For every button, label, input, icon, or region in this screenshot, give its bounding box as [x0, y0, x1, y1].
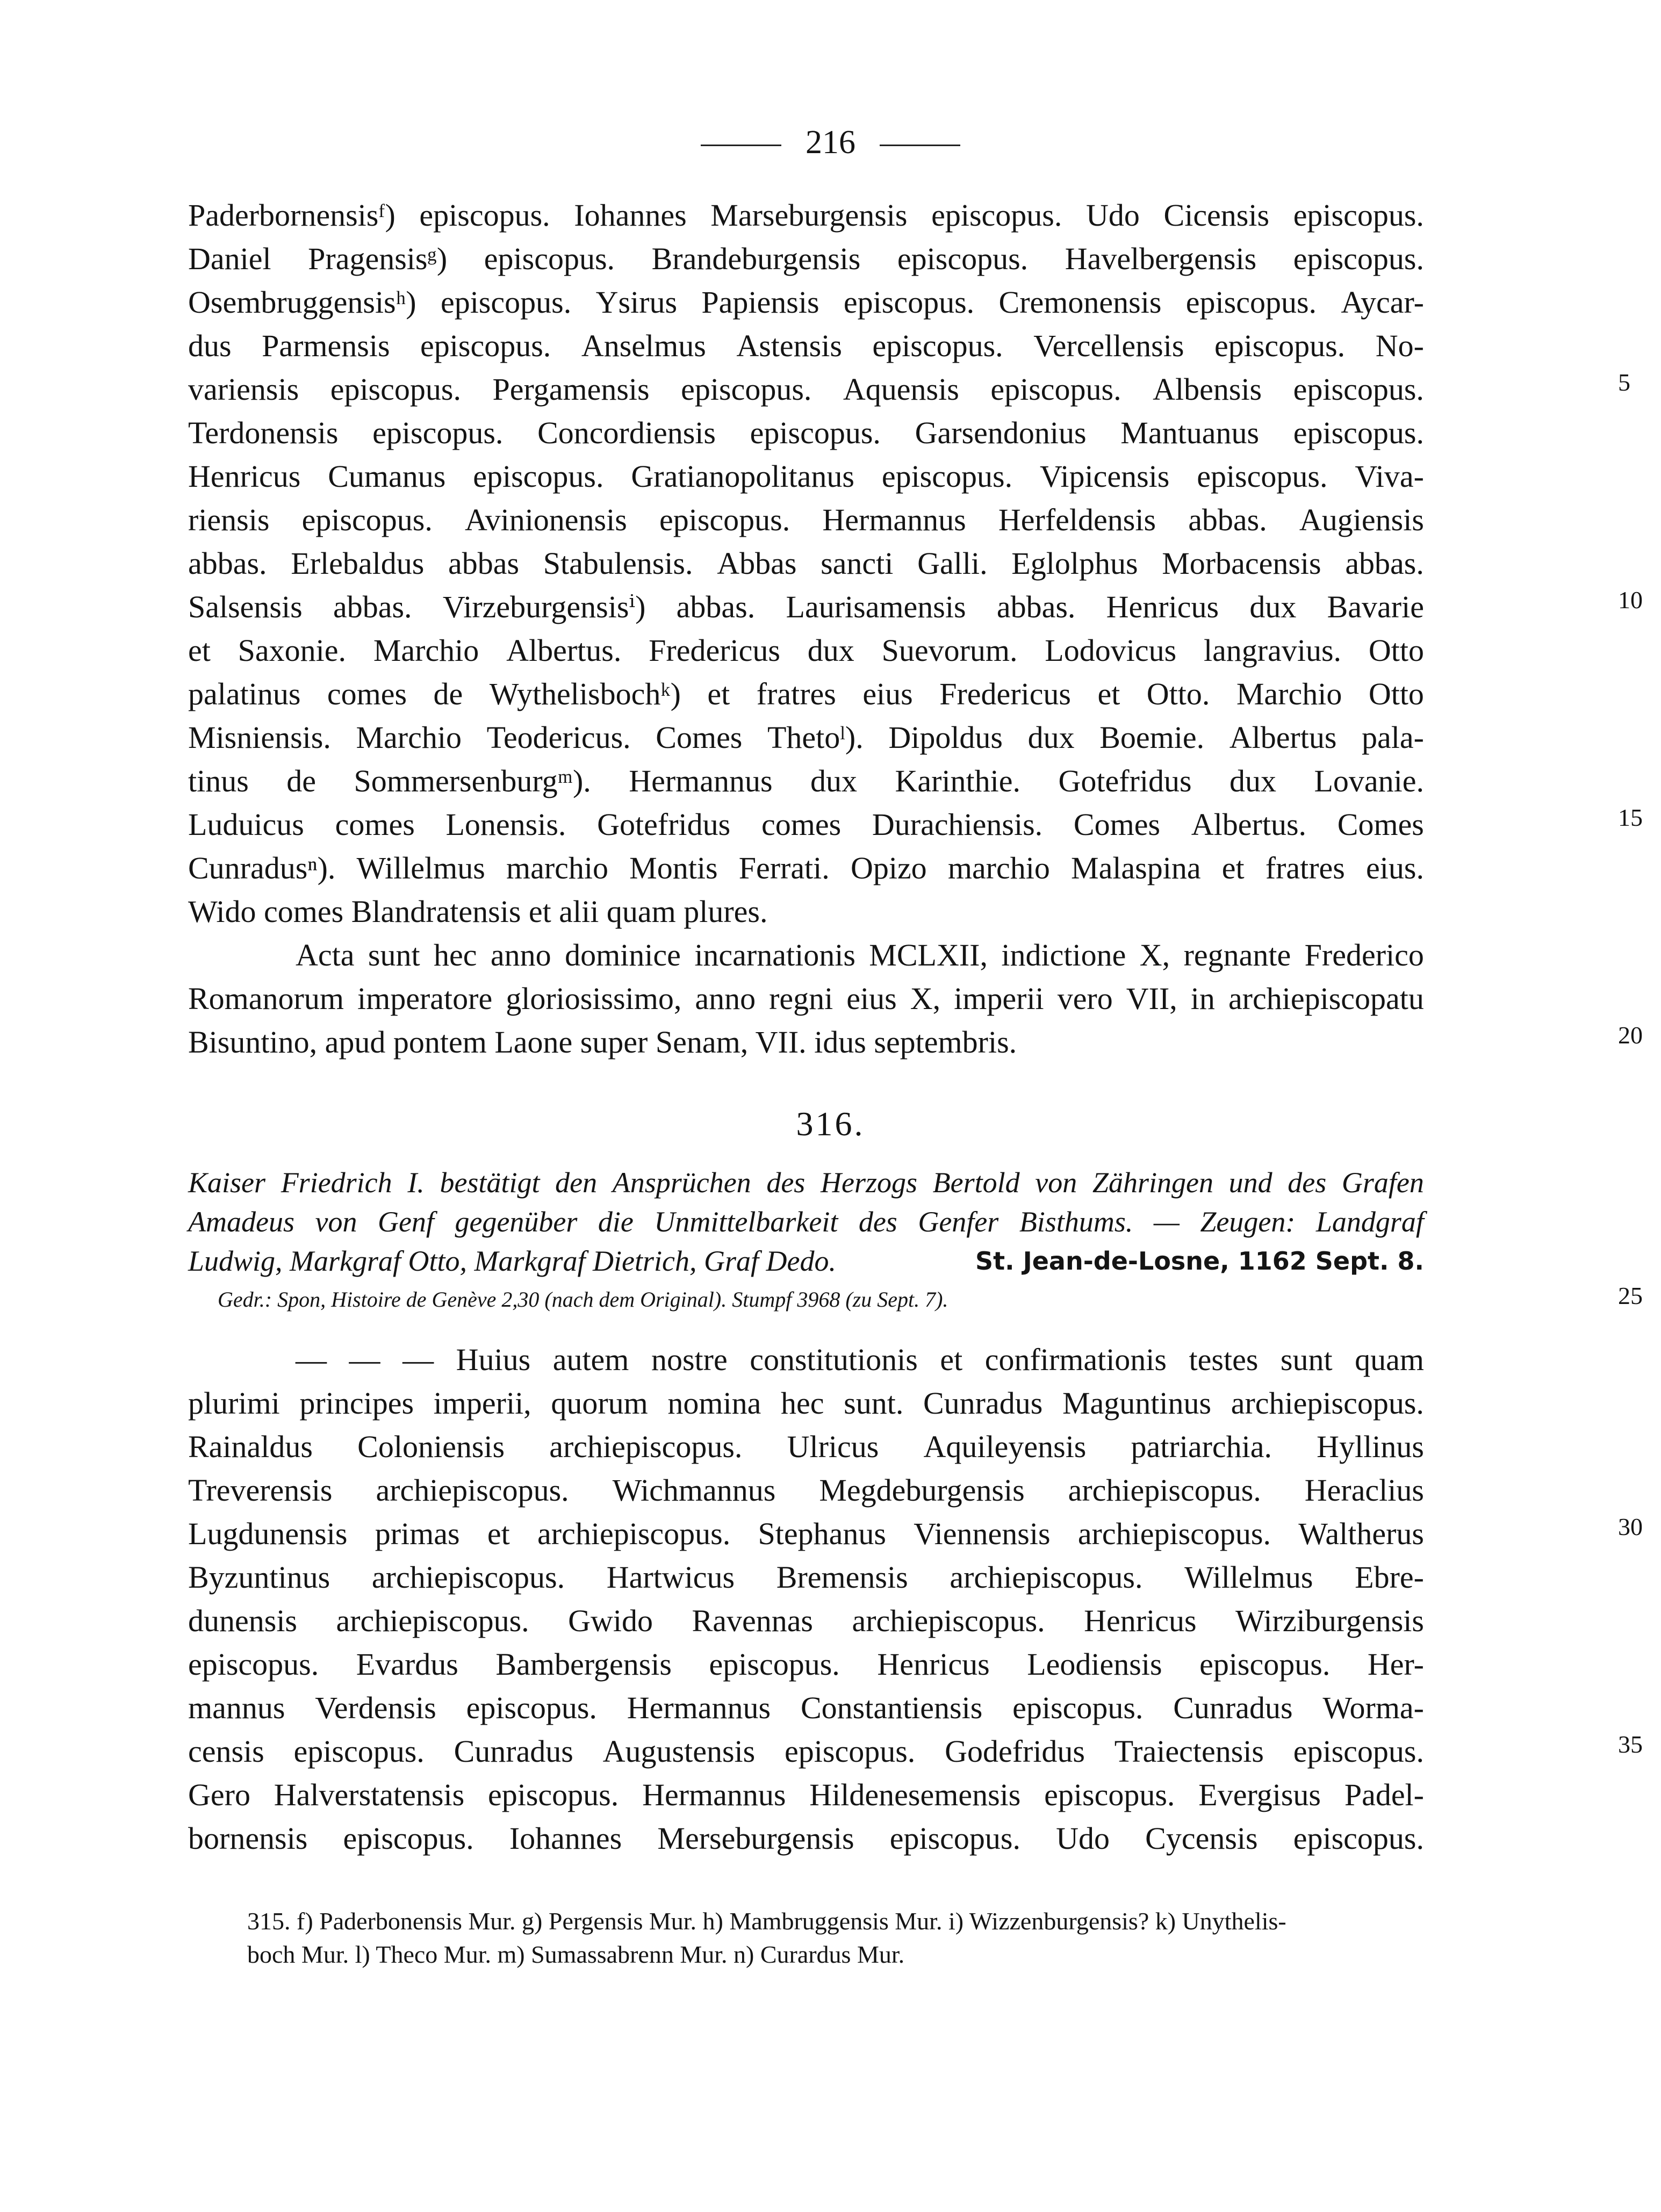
text-line: censis episcopus. Cunradus Augustensis episcopus. Godefridus Traiectensis episcopus. [188, 1734, 1424, 1769]
print-reference: Gedr.: Spon, Histoire de Genève 2,30 (nach dem Original). Stumpf 3968 (zu Sept. 7). [218, 1287, 948, 1312]
footnote-line: 315. f) Paderbonensis Mur. g) Pergensis Mur. h) Mambruggensis Mur. i) Wizzenburgensis? k) Unythelis- [247, 1907, 1286, 1935]
text-line: plurimi principes imperii, quorum nomina hec sunt. Cunradus Maguntinus archiepiscopus. [188, 1386, 1424, 1421]
place-date: St. Jean-de-Losne, 1162 Sept. 8. [975, 1246, 1424, 1276]
text-line: dus Parmensis episcopus. Anselmus Astensis episcopus. Vercellensis episcopus. No- [188, 328, 1424, 363]
text-line: Acta sunt hec anno dominice incarnationis MCLXII, indictione X, regnante Frederico [296, 938, 1424, 972]
text-line: Lugdunensis primas et archiepiscopus. Stephanus Viennensis archiepiscopus. Waltherus [188, 1516, 1424, 1551]
text-line: Treverensis archiepiscopus. Wichmannus Megdeburgensis archiepiscopus. Heraclius [188, 1473, 1424, 1508]
line-number: 10 [1618, 586, 1643, 614]
text-line: Terdonensis episcopus. Concordiensis episcopus. Garsendonius Mantuanus episcopus. [188, 415, 1424, 450]
line-number: 15 [1618, 804, 1643, 831]
footnotes [247, 1905, 1440, 1971]
header-rule-left [701, 145, 781, 146]
text-line: episcopus. Evardus Bambergensis episcopus. Henricus Leodiensis episcopus. Her- [188, 1647, 1424, 1682]
text-line: Wido comes Blandratensis et alii quam plures. [188, 894, 768, 929]
header-rule-right [880, 145, 960, 146]
page-header [0, 121, 1661, 164]
line-number: 35 [1618, 1731, 1643, 1758]
line-number: 30 [1618, 1513, 1643, 1540]
text-line: Misniensis. Marchio Teodericus. Comes Thetoˡ). Dipoldus dux Boemie. Albertus pala- [188, 720, 1424, 755]
line-number: 5 [1618, 369, 1630, 396]
text-line: et Saxonie. Marchio Albertus. Fredericus dux Suevorum. Lodovicus langravius. Otto [188, 633, 1424, 668]
doc315-body [188, 193, 1424, 1064]
text-line: Byzuntinus archiepiscopus. Hartwicus Bremensis archiepiscopus. Willelmus Ebre- [188, 1560, 1424, 1595]
text-line: — — — Huius autem nostre constitutionis et confirmationis testes sunt quam [296, 1342, 1424, 1377]
text-line: Osembruggensisʰ) episcopus. Ysirus Papiensis episcopus. Cremonensis episcopus. Aycar- [188, 285, 1424, 320]
regest-line: Kaiser Friedrich I. bestätigt den Ansprüchen des Herzogs Bertold von Zähringen und des Grafen [188, 1166, 1424, 1199]
line-number: 20 [1618, 1021, 1643, 1049]
regest-line-last [188, 1242, 1424, 1281]
text-line: Paderbornensisᶠ) episcopus. Iohannes Marseburgensis episcopus. Udo Cicensis episcopus. [188, 198, 1424, 233]
text-line: Gero Halverstatensis episcopus. Hermannus Hildenesemensis episcopus. Evergisus Padel- [188, 1777, 1424, 1812]
text-line: dunensis archiepiscopus. Gwido Ravennas archiepiscopus. Henricus Wirziburgensis [188, 1603, 1424, 1638]
regest [188, 1163, 1424, 1281]
text-line: Daniel Pragensisᵍ) episcopus. Brandeburgensis episcopus. Havelbergensis episcopus. [188, 241, 1424, 276]
line-number: 25 [1618, 1282, 1643, 1309]
text-line: tinus de Sommersenburgᵐ). Hermannus dux Karinthie. Gotefridus dux Lovanie. [188, 763, 1424, 798]
text-line: Rainaldus Coloniensis archiepiscopus. Ulricus Aquileyensis patriarchia. Hyllinus [188, 1429, 1424, 1464]
text-line: bornensis episcopus. Iohannes Merseburgensis episcopus. Udo Cycensis episcopus. [188, 1821, 1424, 1856]
text-line: Bisuntino, apud pontem Laone super Senam, VII. idus septembris. [188, 1025, 1017, 1060]
text-line: palatinus comes de Wythelisbochᵏ) et fratres eius Fredericus et Otto. Marchio Otto [188, 676, 1424, 711]
text-line: Luduicus comes Lonensis. Gotefridus comes Durachiensis. Comes Albertus. Comes [188, 807, 1424, 842]
regest-text: Ludwig, Markgraf Otto, Markgraf Dietrich, Graf Dedo. [188, 1245, 836, 1277]
text-line: abbas. Erlebaldus abbas Stabulensis. Abbas sancti Galli. Eglolphus Morbacensis abbas. [188, 546, 1424, 581]
text-line: Henricus Cumanus episcopus. Gratianopolitanus episcopus. Vipicensis episcopus. Viva- [188, 459, 1424, 494]
doc316-body [188, 1338, 1424, 1860]
text-line: riensis episcopus. Avinionensis episcopus. Hermannus Herfeldensis abbas. Augiensis [188, 502, 1424, 537]
text-line: variensis episcopus. Pergamensis episcopus. Aquensis episcopus. Albensis episcopus. [188, 372, 1424, 407]
text-line: Salsensis abbas. Virzeburgensisⁱ) abbas. Laurisamensis abbas. Henricus dux Bavarie [188, 589, 1424, 624]
text-line: Romanorum imperatore gloriosissimo, anno regni eius X, imperii vero VII, in archiepiscopatu [188, 981, 1424, 1016]
footnote-line: boch Mur. l) Theco Mur. m) Sumassabrenn Mur. n) Curardus Mur. [247, 1941, 905, 1968]
text-line: Cunradusⁿ). Willelmus marchio Montis Ferrati. Opizo marchio Malaspina et fratres eius. [188, 851, 1424, 885]
regest-line: Amadeus von Genf gegenüber die Unmittelbarkeit des Genfer Bisthums. — Zeugen: Landgraf [188, 1206, 1424, 1238]
text-line: mannus Verdensis episcopus. Hermannus Constantiensis episcopus. Cunradus Worma- [188, 1690, 1424, 1725]
document-number: 316. [796, 1105, 865, 1143]
page-number: 216 [806, 124, 855, 161]
